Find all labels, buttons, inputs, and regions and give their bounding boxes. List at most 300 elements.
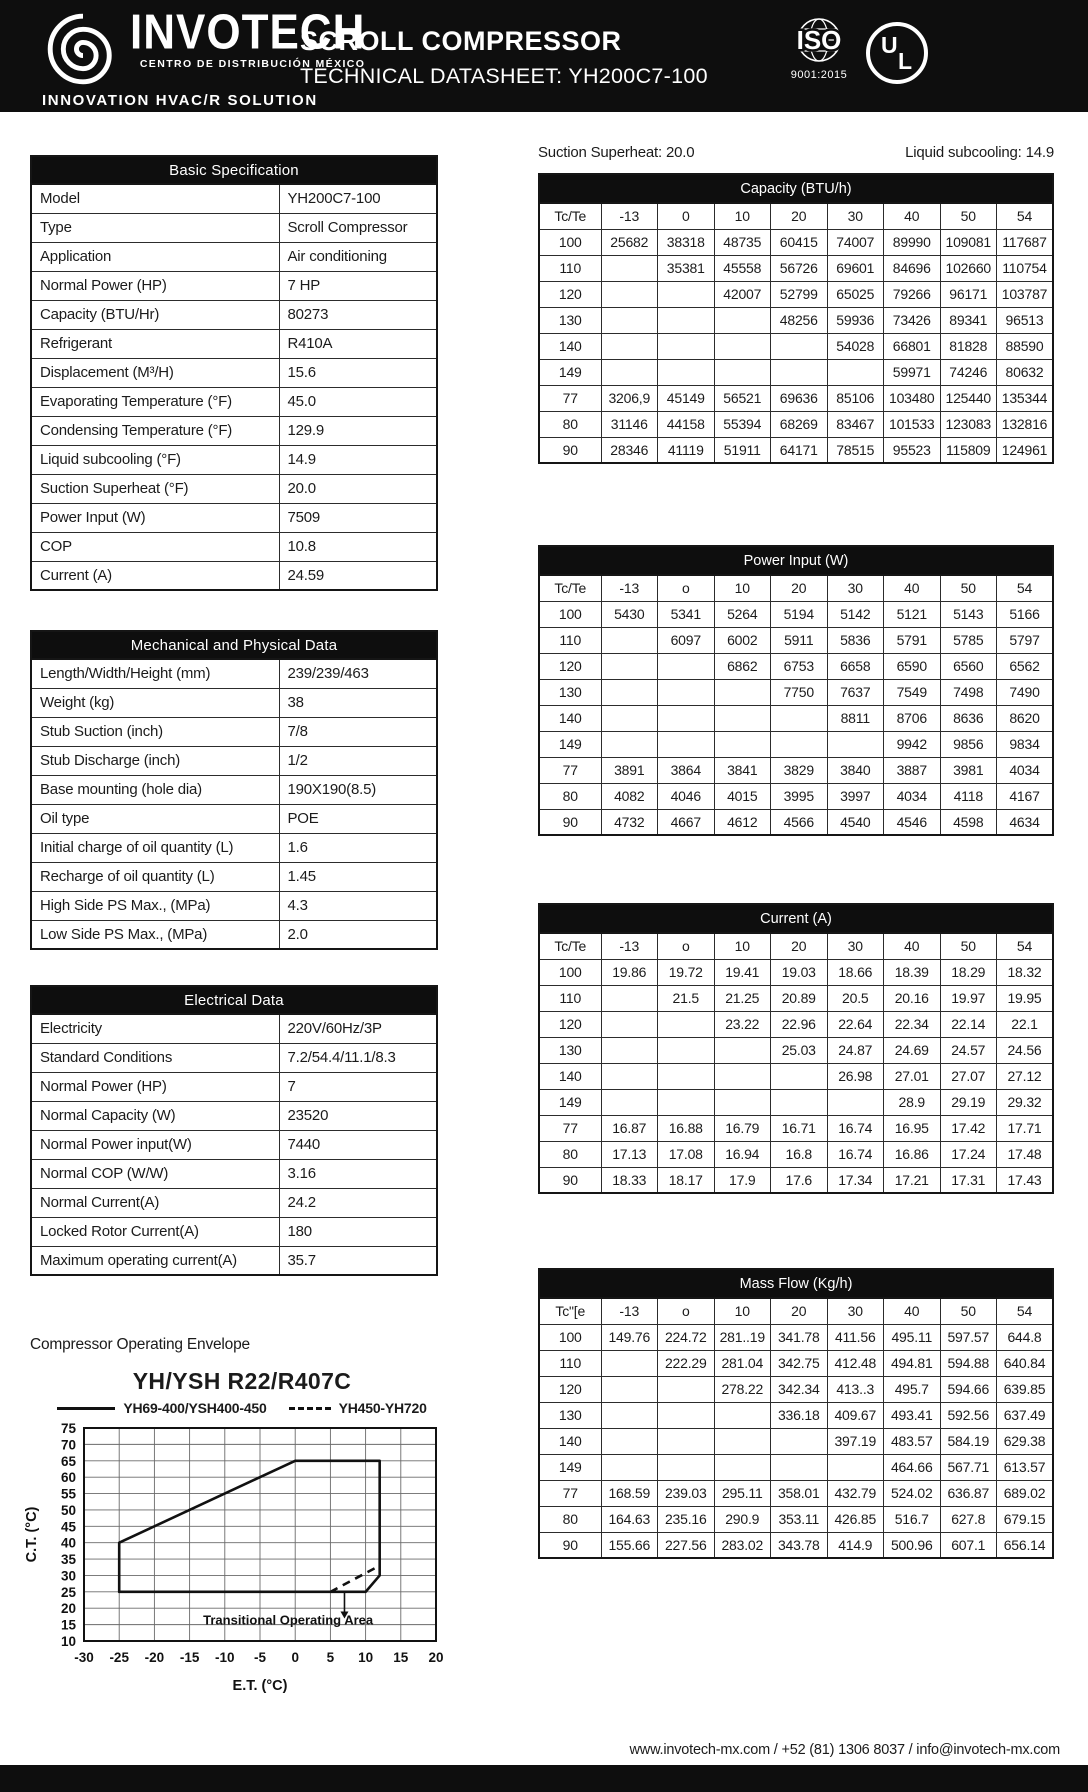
data-cell: 83467 (827, 411, 884, 437)
row-header: 100 (539, 1324, 601, 1350)
data-cell (658, 307, 715, 333)
row-header: 80 (539, 783, 601, 809)
ul-badge (866, 22, 928, 84)
x-tick: 20 (428, 1650, 444, 1665)
x-tick: 0 (291, 1650, 299, 1665)
spec-row (31, 387, 437, 416)
col-header: 0 (658, 203, 715, 229)
data-cell: 29.32 (997, 1089, 1054, 1115)
spec-value: 38 (279, 688, 437, 717)
data-cell (658, 333, 715, 359)
data-cell: 5166 (997, 601, 1054, 627)
data-cell: 6097 (658, 627, 715, 653)
data-cell: 5143 (940, 601, 997, 627)
col-header: -13 (601, 1298, 658, 1324)
spec-key: Locked Rotor Current(A) (31, 1217, 279, 1246)
data-cell: 426.85 (827, 1506, 884, 1532)
data-cell: 31146 (601, 411, 658, 437)
data-cell: 81828 (940, 333, 997, 359)
data-cell: 17.08 (658, 1141, 715, 1167)
data-cell: 4118 (940, 783, 997, 809)
data-cell: 78515 (827, 437, 884, 463)
data-row (539, 1454, 1053, 1480)
data-cell: 17.21 (884, 1167, 941, 1193)
spec-value: R410A (279, 329, 437, 358)
spec-row (31, 445, 437, 474)
envelope-dashed-line (330, 1566, 379, 1592)
document-title: SCROLL COMPRESSOR (300, 26, 622, 56)
spec-value: Scroll Compressor (279, 213, 437, 242)
data-row (539, 281, 1053, 307)
data-cell: 5791 (884, 627, 941, 653)
col-header: -13 (601, 203, 658, 229)
y-tick: 25 (60, 1584, 76, 1600)
spec-row (31, 1014, 437, 1043)
data-row (539, 229, 1053, 255)
capacity-table (538, 173, 1054, 464)
data-row (539, 783, 1053, 809)
data-cell: 5836 (827, 627, 884, 653)
data-cell: 9856 (940, 731, 997, 757)
data-row (539, 1350, 1053, 1376)
data-cell: 18.32 (997, 959, 1054, 985)
table-title: Mechanical and Physical Data (30, 630, 438, 658)
operating-envelope-section (22, 1336, 462, 1702)
data-cell: 358.01 (771, 1480, 828, 1506)
data-cell: 17.34 (827, 1167, 884, 1193)
row-header: 90 (539, 1532, 601, 1558)
data-row (539, 959, 1053, 985)
data-cell (827, 359, 884, 385)
col-header: 30 (827, 575, 884, 601)
data-cell: 20.89 (771, 985, 828, 1011)
spec-row (31, 775, 437, 804)
spec-key: Refrigerant (31, 329, 279, 358)
spec-value: 23520 (279, 1101, 437, 1130)
data-cell: 6590 (884, 653, 941, 679)
row-header: 110 (539, 985, 601, 1011)
footer-contact: www.invotech-mx.com / +52 (81) 1306 8037 / info@invotech-mx.com (629, 1742, 1060, 1758)
spec-value: 220V/60Hz/3P (279, 1014, 437, 1043)
data-cell: 5142 (827, 601, 884, 627)
data-cell: 342.75 (771, 1350, 828, 1376)
data-cell: 96171 (940, 281, 997, 307)
data-cell: 132816 (997, 411, 1054, 437)
data-cell (601, 1011, 658, 1037)
data-row (539, 1376, 1053, 1402)
current-table (538, 903, 1054, 1194)
legend-solid-line-icon (57, 1407, 115, 1410)
data-row (539, 385, 1053, 411)
data-cell (714, 1428, 771, 1454)
data-row (539, 1037, 1053, 1063)
data-cell: 41119 (658, 437, 715, 463)
data-cell: 18.29 (940, 959, 997, 985)
data-cell: 19.86 (601, 959, 658, 985)
data-row (539, 1089, 1053, 1115)
data-cell: 22.14 (940, 1011, 997, 1037)
data-row (539, 1063, 1053, 1089)
col-header: 54 (997, 203, 1054, 229)
liquid-subcooling-label: Liquid subcooling: 14.9 (905, 144, 1054, 161)
data-cell: 29.19 (940, 1089, 997, 1115)
data-cell (601, 627, 658, 653)
data-cell (771, 1089, 828, 1115)
data-cell: 115809 (940, 437, 997, 463)
data-cell (771, 1063, 828, 1089)
legend-label-dashed: YH450-YH720 (338, 1400, 427, 1416)
data-cell: 343.78 (771, 1532, 828, 1558)
data-cell (601, 653, 658, 679)
data-cell (658, 1402, 715, 1428)
data-cell (658, 679, 715, 705)
spec-key: Current (A) (31, 561, 279, 590)
data-cell: 627.8 (940, 1506, 997, 1532)
spec-row (31, 358, 437, 387)
data-cell: 21.25 (714, 985, 771, 1011)
y-tick: 55 (60, 1486, 76, 1502)
data-cell: 4598 (940, 809, 997, 835)
data-cell: 28.9 (884, 1089, 941, 1115)
row-header: 77 (539, 385, 601, 411)
data-cell: 4046 (658, 783, 715, 809)
row-header: 100 (539, 959, 601, 985)
data-cell (714, 333, 771, 359)
data-cell: 4015 (714, 783, 771, 809)
x-tick: -20 (144, 1650, 165, 1665)
spec-value: 10.8 (279, 532, 437, 561)
data-cell: 613.57 (997, 1454, 1054, 1480)
data-row (539, 1532, 1053, 1558)
row-header: 130 (539, 679, 601, 705)
data-cell: 4732 (601, 809, 658, 835)
col-header: 20 (771, 1298, 828, 1324)
basic-specification-table (30, 155, 438, 591)
data-cell: 584.19 (940, 1428, 997, 1454)
data-cell: 18.39 (884, 959, 941, 985)
data-cell: 3995 (771, 783, 828, 809)
spec-row (31, 416, 437, 445)
data-cell: 56726 (771, 255, 828, 281)
data-cell (771, 1454, 828, 1480)
y-tick: 75 (60, 1421, 76, 1436)
data-cell (658, 1063, 715, 1089)
svg-text:ISO: ISO (796, 25, 842, 55)
col-header: o (658, 1298, 715, 1324)
data-cell: 3864 (658, 757, 715, 783)
data-cell: 524.02 (884, 1480, 941, 1506)
data-row (539, 627, 1053, 653)
data-row (539, 1324, 1053, 1350)
data-cell: 432.79 (827, 1480, 884, 1506)
spec-row (31, 1246, 437, 1275)
data-cell: 42007 (714, 281, 771, 307)
col-header: 20 (771, 203, 828, 229)
data-cell: 27.12 (997, 1063, 1054, 1089)
data-cell: 96513 (997, 307, 1054, 333)
data-cell (601, 1350, 658, 1376)
data-cell: 7750 (771, 679, 828, 705)
data-cell (601, 1454, 658, 1480)
data-row (539, 985, 1053, 1011)
data-cell: 494.81 (884, 1350, 941, 1376)
data-cell: 5264 (714, 601, 771, 627)
data-cell: 17.71 (997, 1115, 1054, 1141)
spec-key: Initial charge of oil quantity (L) (31, 833, 279, 862)
spec-value: 14.9 (279, 445, 437, 474)
spec-value: 190X190(8.5) (279, 775, 437, 804)
data-cell: 629.38 (997, 1428, 1054, 1454)
data-cell (827, 1089, 884, 1115)
data-cell: 464.66 (884, 1454, 941, 1480)
data-cell: 4167 (997, 783, 1054, 809)
data-cell: 23.22 (714, 1011, 771, 1037)
data-cell: 155.66 (601, 1532, 658, 1558)
spec-key: Normal Current(A) (31, 1188, 279, 1217)
x-axis-label: E.T. (°C) (232, 1678, 288, 1694)
spec-value: 7 HP (279, 271, 437, 300)
mass-flow-table (538, 1268, 1054, 1559)
row-header: 120 (539, 1011, 601, 1037)
data-cell (601, 1037, 658, 1063)
data-cell (601, 731, 658, 757)
operating-envelope-chart (22, 1420, 462, 1702)
data-cell: 74007 (827, 229, 884, 255)
spec-row (31, 891, 437, 920)
data-cell: 20.16 (884, 985, 941, 1011)
data-cell: 45558 (714, 255, 771, 281)
data-cell: 8636 (940, 705, 997, 731)
data-cell: 637.49 (997, 1402, 1054, 1428)
data-cell: 24.87 (827, 1037, 884, 1063)
data-cell: 8811 (827, 705, 884, 731)
data-cell: 16.86 (884, 1141, 941, 1167)
data-cell: 19.97 (940, 985, 997, 1011)
iso-globe-icon (782, 16, 856, 68)
y-tick: 10 (60, 1634, 76, 1649)
data-cell (658, 653, 715, 679)
data-cell: 4034 (884, 783, 941, 809)
y-tick: 65 (60, 1453, 76, 1469)
row-header: 120 (539, 1376, 601, 1402)
power-input-table (538, 545, 1054, 836)
data-cell (658, 1089, 715, 1115)
table-title: Electrical Data (30, 985, 438, 1013)
data-cell: 281.04 (714, 1350, 771, 1376)
data-cell: 60415 (771, 229, 828, 255)
spec-row (31, 242, 437, 271)
data-cell (714, 731, 771, 757)
table-title: Basic Specification (30, 155, 438, 183)
data-cell: 278.22 (714, 1376, 771, 1402)
y-tick: 20 (60, 1601, 76, 1617)
data-cell: 25.03 (771, 1037, 828, 1063)
spec-value: 35.7 (279, 1246, 437, 1275)
spec-row (31, 329, 437, 358)
row-header: 110 (539, 1350, 601, 1376)
row-header: 110 (539, 255, 601, 281)
data-cell: 80632 (997, 359, 1054, 385)
data-cell: 516.7 (884, 1506, 941, 1532)
data-cell: 3206,9 (601, 385, 658, 411)
data-cell: 295.11 (714, 1480, 771, 1506)
data-cell: 409.67 (827, 1402, 884, 1428)
spec-value: 15.6 (279, 358, 437, 387)
table-title: Capacity (BTU/h) (538, 173, 1054, 202)
data-cell: 4546 (884, 809, 941, 835)
data-cell: 636.87 (940, 1480, 997, 1506)
legend-label-solid: YH69-400/YSH400-450 (123, 1400, 267, 1416)
row-header: 130 (539, 1402, 601, 1428)
y-tick: 70 (60, 1437, 76, 1453)
data-cell: 55394 (714, 411, 771, 437)
data-row (539, 809, 1053, 835)
row-header: 77 (539, 1115, 601, 1141)
data-cell: 123083 (940, 411, 997, 437)
data-cell (601, 985, 658, 1011)
data-cell: 414.9 (827, 1532, 884, 1558)
spec-row (31, 1043, 437, 1072)
iso-badge (782, 16, 856, 81)
data-cell: 235.16 (658, 1506, 715, 1532)
data-cell: 397.19 (827, 1428, 884, 1454)
spec-row (31, 561, 437, 590)
table-title: Current (A) (538, 903, 1054, 932)
data-cell: 16.74 (827, 1141, 884, 1167)
data-cell (714, 1402, 771, 1428)
y-tick: 15 (60, 1617, 76, 1633)
spec-key: COP (31, 532, 279, 561)
data-cell (601, 359, 658, 385)
x-tick: 15 (393, 1650, 409, 1665)
suction-superheat-label: Suction Superheat: 20.0 (538, 144, 695, 161)
data-row (539, 601, 1053, 627)
data-cell (771, 333, 828, 359)
data-cell: 9942 (884, 731, 941, 757)
spec-row (31, 1130, 437, 1159)
data-cell: 20.5 (827, 985, 884, 1011)
data-cell: 103480 (884, 385, 941, 411)
data-row (539, 653, 1053, 679)
data-cell: 21.5 (658, 985, 715, 1011)
spec-row (31, 503, 437, 532)
data-cell: 7498 (940, 679, 997, 705)
spec-key: Type (31, 213, 279, 242)
data-row (539, 705, 1053, 731)
spec-row (31, 271, 437, 300)
data-cell (658, 731, 715, 757)
row-header: 100 (539, 601, 601, 627)
data-cell: 3841 (714, 757, 771, 783)
data-cell: 495.7 (884, 1376, 941, 1402)
spec-value: 1/2 (279, 746, 437, 775)
data-cell: 6560 (940, 653, 997, 679)
spec-row (31, 213, 437, 242)
data-cell (601, 281, 658, 307)
data-cell: 48256 (771, 307, 828, 333)
data-cell (827, 731, 884, 757)
data-cell (714, 679, 771, 705)
data-cell: 25682 (601, 229, 658, 255)
row-header: 149 (539, 1089, 601, 1115)
data-cell (771, 705, 828, 731)
data-cell: 22.96 (771, 1011, 828, 1037)
data-cell: 135344 (997, 385, 1054, 411)
spec-value: 7.2/54.4/11.1/8.3 (279, 1043, 437, 1072)
data-cell: 44158 (658, 411, 715, 437)
col-header: 10 (714, 203, 771, 229)
corner-header: Tc/Te (539, 575, 601, 601)
x-tick: -10 (215, 1650, 235, 1665)
spec-value: 24.2 (279, 1188, 437, 1217)
spec-value: 7440 (279, 1130, 437, 1159)
data-cell: 84696 (884, 255, 941, 281)
row-header: 149 (539, 731, 601, 757)
spec-value: 20.0 (279, 474, 437, 503)
y-axis-label: C.T. (°C) (24, 1506, 40, 1563)
row-header: 80 (539, 1141, 601, 1167)
data-cell: 89990 (884, 229, 941, 255)
data-cell: 74246 (940, 359, 997, 385)
data-cell: 6562 (997, 653, 1054, 679)
row-header: 140 (539, 1063, 601, 1089)
spec-value: 2.0 (279, 920, 437, 949)
data-cell: 283.02 (714, 1532, 771, 1558)
spec-value: 1.45 (279, 862, 437, 891)
data-row (539, 1167, 1053, 1193)
spec-row (31, 920, 437, 949)
data-cell: 342.34 (771, 1376, 828, 1402)
data-cell: 16.87 (601, 1115, 658, 1141)
data-cell: 35381 (658, 255, 715, 281)
data-row (539, 731, 1053, 757)
data-cell: 19.41 (714, 959, 771, 985)
y-tick: 35 (60, 1552, 76, 1568)
data-cell: 16.88 (658, 1115, 715, 1141)
data-cell (827, 1454, 884, 1480)
row-header: 90 (539, 437, 601, 463)
data-cell: 483.57 (884, 1428, 941, 1454)
row-header: 140 (539, 333, 601, 359)
data-cell: 6753 (771, 653, 828, 679)
y-tick: 30 (60, 1568, 76, 1584)
data-cell: 5797 (997, 627, 1054, 653)
data-cell: 18.33 (601, 1167, 658, 1193)
col-header: -13 (601, 575, 658, 601)
data-cell: 52799 (771, 281, 828, 307)
data-cell (658, 1037, 715, 1063)
spec-value: 7/8 (279, 717, 437, 746)
data-cell: 103787 (997, 281, 1054, 307)
data-cell: 3891 (601, 757, 658, 783)
data-cell: 341.78 (771, 1324, 828, 1350)
data-cell: 5341 (658, 601, 715, 627)
data-cell: 411.56 (827, 1324, 884, 1350)
data-cell: 6862 (714, 653, 771, 679)
data-cell: 22.64 (827, 1011, 884, 1037)
data-row (539, 333, 1053, 359)
spec-value: 45.0 (279, 387, 437, 416)
spec-key: Normal Capacity (W) (31, 1101, 279, 1130)
row-header: 120 (539, 653, 601, 679)
spec-key: Stub Suction (inch) (31, 717, 279, 746)
data-cell: 45149 (658, 385, 715, 411)
legend-dashed-line-icon (289, 1407, 331, 1410)
data-cell (771, 731, 828, 757)
spec-key: Power Input (W) (31, 503, 279, 532)
y-tick: 40 (60, 1535, 76, 1551)
footer-bar (0, 1765, 1088, 1792)
